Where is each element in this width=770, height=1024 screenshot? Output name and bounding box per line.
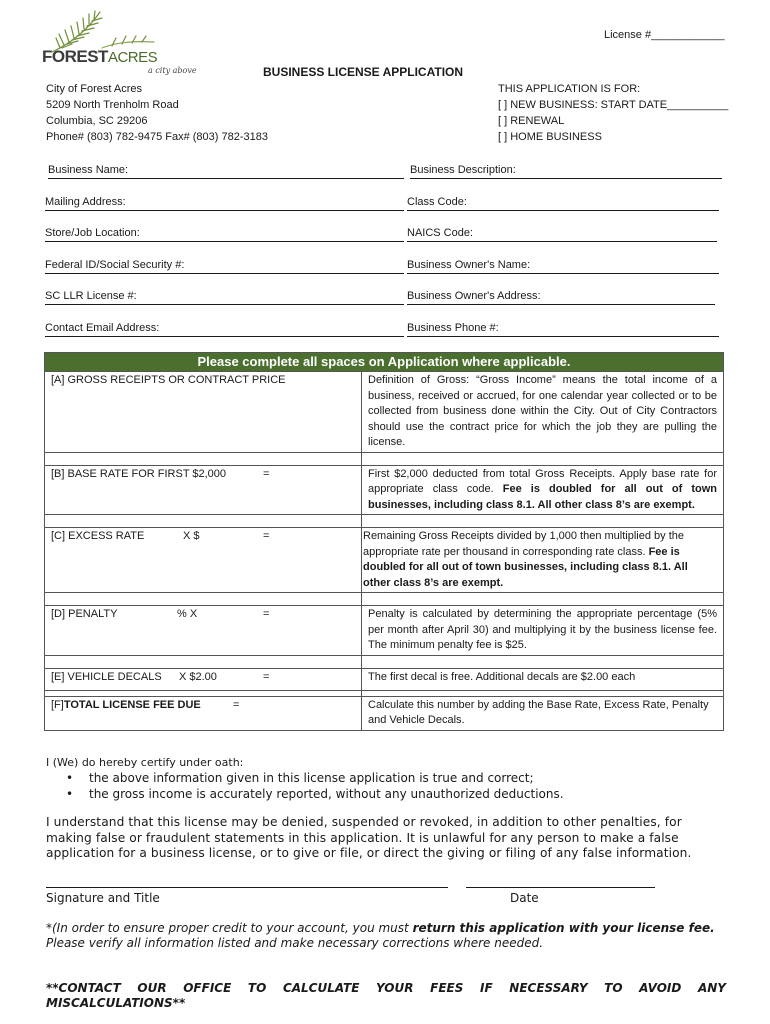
table-row	[45, 668, 724, 690]
class-code-field[interactable]: Class Code:	[407, 195, 719, 211]
sc-llr-license-field[interactable]: SC LLR License #:	[45, 289, 404, 305]
row-b-desc-text: First $2,000 deducted from total Gross Receipts. Apply base rate for appropriate class code.	[368, 467, 717, 495]
row-e-description: The first decal is free. Additional decals are $2.00 each	[362, 668, 724, 690]
row-d-equals: =	[263, 608, 270, 620]
spacer-cell	[362, 515, 724, 528]
penalty-input[interactable]	[45, 606, 362, 656]
office-address	[46, 81, 268, 145]
return-note-bold: return this application with your license fee.	[412, 921, 715, 935]
fee-table-header-row	[45, 353, 724, 372]
row-c-multiplier: X $	[183, 530, 200, 542]
option-new-business[interactable]: [ ] NEW BUSINESS: START DATE__________	[498, 99, 729, 111]
verify-note: Please verify all information listed and make necessary corrections where needed.	[46, 936, 544, 950]
option-renewal[interactable]: [ ] RENEWAL	[498, 115, 565, 127]
date-label: Date	[510, 891, 539, 905]
return-note	[46, 921, 726, 951]
office-line: 5209 North Trenholm Road	[46, 99, 179, 111]
page-title: BUSINESS LICENSE APPLICATION	[263, 65, 464, 79]
owner-name-field[interactable]: Business Owner's Name:	[407, 258, 719, 274]
row-a-description: Definition of Gross: “Gross Income” means the total income of a business, received or accrued, for one calendar year collected or to be collected from business done within the City. Out of City Contractors should use the contract price for which the job they are pulling the license.	[362, 372, 724, 453]
spacer-cell	[362, 655, 724, 668]
base-rate-input[interactable]	[45, 465, 362, 515]
vehicle-decals-input[interactable]	[45, 668, 362, 690]
return-note-text: *(In order to ensure proper credit to your account, you must	[46, 921, 413, 935]
spacer-cell	[45, 515, 362, 528]
table-row	[45, 528, 724, 593]
naics-code-field[interactable]: NAICS Code:	[407, 226, 717, 242]
row-f-label-bold: TOTAL LICENSE FEE DUE	[63, 698, 201, 711]
row-f-label	[51, 698, 233, 714]
row-e-multiplier: X $2.00	[179, 670, 217, 683]
fee-calculation-table	[44, 352, 724, 731]
row-d-multiplier: % X	[177, 608, 198, 620]
table-row	[45, 593, 724, 606]
spacer-cell	[45, 593, 362, 606]
business-description-field[interactable]: Business Description:	[410, 163, 722, 179]
row-f-prefix: [F]	[51, 698, 64, 711]
table-row	[45, 515, 724, 528]
row-b-label: [B] BASE RATE FOR FIRST $2,000	[51, 467, 227, 480]
fee-table-header: Please complete all spaces on Application where applicable.	[45, 353, 724, 372]
certify-bullets	[62, 770, 564, 802]
row-e-label: [E] VEHICLE DECALS	[51, 670, 162, 683]
option-home-business[interactable]: [ ] HOME BUSINESS	[498, 131, 602, 143]
contact-office-note-cont: MISCALCULATIONS**	[46, 996, 186, 1010]
signature-line[interactable]	[46, 887, 448, 888]
license-number-field[interactable]: License #____________	[604, 29, 725, 41]
application-type	[498, 81, 728, 145]
table-row	[45, 452, 724, 465]
row-b-description	[362, 465, 724, 515]
office-phone: Phone# (803) 782-9475 Fax# (803) 782-3183	[46, 131, 268, 143]
table-row	[45, 696, 724, 730]
certify-intro: I (We) do hereby certify under oath:	[46, 756, 244, 769]
row-b-desc-bold: Fee is doubled for all out of town businesses, including class 8.1. All other class 8’s are exempt.	[368, 483, 718, 511]
row-c-desc-bold: Fee is doubled for all out of town businesses, including class 8.1. All other class 8’s are exempt.	[363, 545, 688, 589]
date-line[interactable]	[466, 887, 655, 888]
row-d-label: [D] PENALTY	[51, 608, 118, 620]
logo-word-forest: FOREST	[42, 47, 108, 66]
total-fee-input[interactable]	[45, 696, 362, 730]
table-row	[45, 372, 724, 453]
row-e-equals: =	[263, 670, 270, 683]
logo-tagline: a city above	[148, 66, 197, 75]
application-type-heading: THIS APPLICATION IS FOR:	[498, 83, 641, 95]
spacer-cell	[362, 593, 724, 606]
business-name-field[interactable]: Business Name:	[48, 163, 404, 179]
logo-word-acres: ACRES	[107, 49, 158, 66]
spacer-cell	[45, 452, 362, 465]
contact-email-field[interactable]: Contact Email Address:	[45, 321, 404, 337]
signature-label: Signature and Title	[46, 891, 160, 905]
federal-id-field[interactable]: Federal ID/Social Security #:	[45, 258, 404, 274]
row-d-description: Penalty is calculated by determining the appropriate percentage (5% per month after April 30) and multiplying it by the business license fee. The minimum penalty fee is $25.	[362, 606, 724, 656]
row-f-description: Calculate this number by adding the Base Rate, Excess Rate, Penalty and Vehicle Decals.	[362, 696, 724, 730]
certify-paragraph: I understand that this license may be denied, suspended or revoked, in addition to other penalties, for making false or fraudulent statements in this application. It is unlawful for any person to make a false application for a business license, or to give or file, or direct the giving or filing of any false information.	[46, 815, 692, 860]
office-line: City of Forest Acres	[46, 83, 142, 95]
forest-acres-logo	[42, 8, 212, 78]
mailing-address-field[interactable]: Mailing Address:	[45, 195, 404, 211]
spacer-cell	[362, 452, 724, 465]
table-row	[45, 465, 724, 515]
excess-rate-input[interactable]	[45, 528, 362, 593]
spacer-cell	[45, 655, 362, 668]
row-a-label: [A] GROSS RECEIPTS OR CONTRACT PRICE	[51, 374, 286, 386]
row-c-label: [C] EXCESS RATE	[51, 530, 145, 542]
list-item: • the gross income is accurately reported, without any unauthorized deductions.	[62, 786, 564, 802]
business-phone-field[interactable]: Business Phone #:	[407, 321, 719, 337]
row-b-equals: =	[263, 467, 270, 480]
row-c-equals: =	[263, 530, 270, 542]
table-row	[45, 606, 724, 656]
table-row	[45, 655, 724, 668]
owner-address-field[interactable]: Business Owner's Address:	[407, 289, 715, 305]
row-f-equals: =	[233, 698, 240, 711]
contact-office-note: **CONTACT OUR OFFICE TO CALCULATE YOUR FEES IF NECESSARY TO AVOID ANY	[46, 981, 726, 995]
store-location-field[interactable]: Store/Job Location:	[45, 226, 404, 242]
row-c-desc-text: Remaining Gross Receipts divided by 1,000 then multiplied by the appropriate rate per thousand in corresponding rate class.	[363, 530, 685, 558]
list-item: • the above information given in this license application is true and correct;	[62, 770, 564, 786]
row-c-description	[362, 528, 724, 593]
gross-receipts-input[interactable]	[45, 372, 362, 453]
office-line: Columbia, SC 29206	[46, 115, 148, 127]
